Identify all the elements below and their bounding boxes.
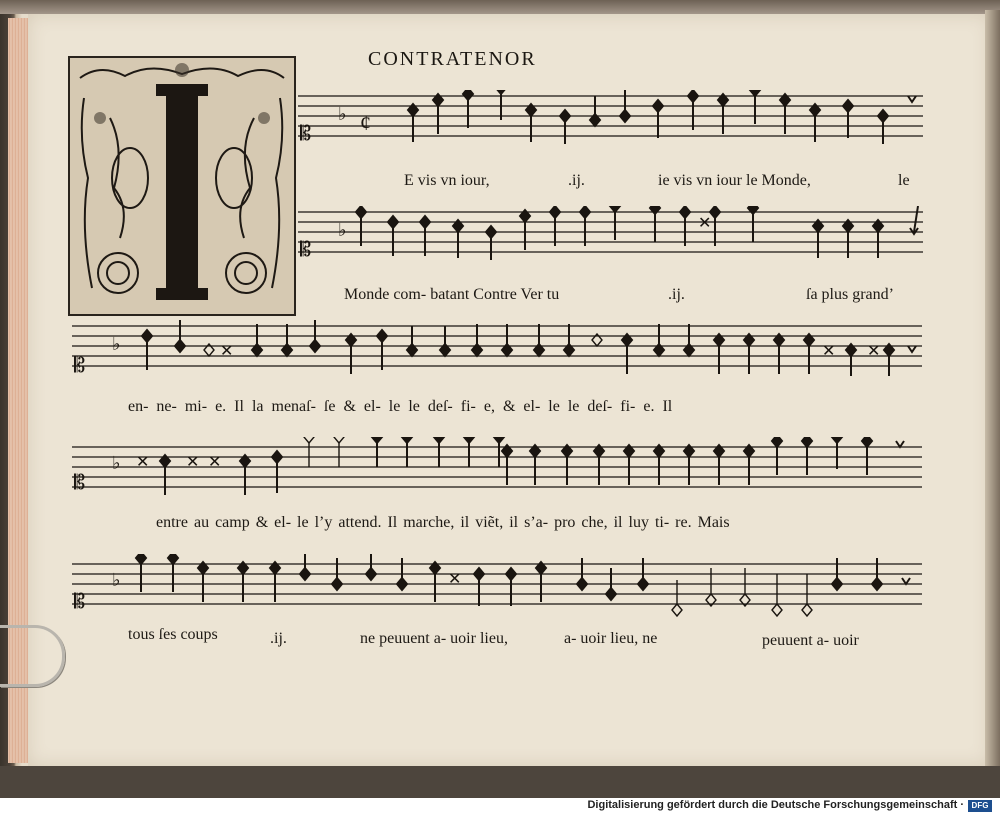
bottom-shadow [0, 766, 1000, 798]
lyric-line1-d: le [898, 172, 910, 189]
lyric-line5-c: ne peuuent a- uoir lieu, [360, 630, 508, 647]
staff-5 [72, 554, 922, 618]
lyric-line5-e: peuuent a- uoir [762, 632, 859, 649]
top-shadow [0, 0, 1000, 14]
svg-text:✕: ✕ [136, 454, 150, 471]
lyric-line5-b: .ij. [270, 630, 287, 647]
svg-text:♭: ♭ [112, 570, 121, 590]
svg-text:𝄡: 𝄡 [74, 355, 86, 376]
svg-text:✕: ✕ [822, 343, 836, 360]
lyric-line5-d: a- uoir lieu, ne [564, 630, 658, 647]
svg-text:✕: ✕ [220, 343, 234, 360]
svg-text:✕: ✕ [208, 454, 222, 471]
svg-text:𝄡: 𝄡 [300, 239, 312, 260]
svg-text:𝄡: 𝄡 [74, 472, 86, 494]
ornamental-initial [68, 56, 296, 316]
staff-2 [298, 206, 923, 260]
svg-text:✕: ✕ [867, 343, 881, 360]
svg-text:✕: ✕ [186, 454, 200, 471]
svg-text:¢: ¢ [360, 110, 371, 135]
svg-text:𝄡: 𝄡 [74, 591, 86, 613]
lyric-line1-a: E vis vn iour, [404, 172, 490, 189]
staff-3 [72, 320, 922, 376]
svg-text:✕: ✕ [448, 571, 462, 588]
lyric-line2-b: .ij. [668, 286, 685, 303]
dfg-logo: DFG [968, 800, 992, 812]
lyric-line1-b: .ij. [568, 172, 585, 189]
lyric-line3: en- ne- mi- e. Il la menaſ- ſe & el- le le deſ- fi- e, & el- le le deſ- fi- e. Il [128, 398, 673, 415]
voice-title: CONTRATENOR [368, 48, 537, 70]
lyric-line1-c: ie vis vn iour le Monde, [658, 172, 811, 189]
paper-clip [0, 625, 65, 687]
lyric-line2-c: ſa plus grand’ [806, 286, 894, 303]
page-right-edge [985, 10, 1000, 770]
lyric-line5-a: tous ſes coups [128, 626, 218, 643]
staff-1 [298, 90, 923, 144]
footer-credit: Digitalisierung gefördert durch die Deutsche Forschungsgemeinschaft · [587, 799, 964, 811]
lyric-line2-a: Monde com- batant Contre Ver tu [344, 286, 560, 303]
svg-text:✕: ✕ [698, 215, 712, 232]
staff-4 [72, 437, 922, 497]
svg-text:♭: ♭ [338, 104, 347, 124]
svg-text:𝄡: 𝄡 [300, 123, 312, 144]
svg-text:♭: ♭ [112, 453, 121, 473]
svg-text:♭: ♭ [338, 220, 347, 240]
svg-text:♭: ♭ [112, 334, 121, 354]
lyric-line4: entre au camp & el- le l’y attend. Il marche, il viẽt, il s’a- pro che, il luy ti- re. Mais [156, 514, 730, 531]
